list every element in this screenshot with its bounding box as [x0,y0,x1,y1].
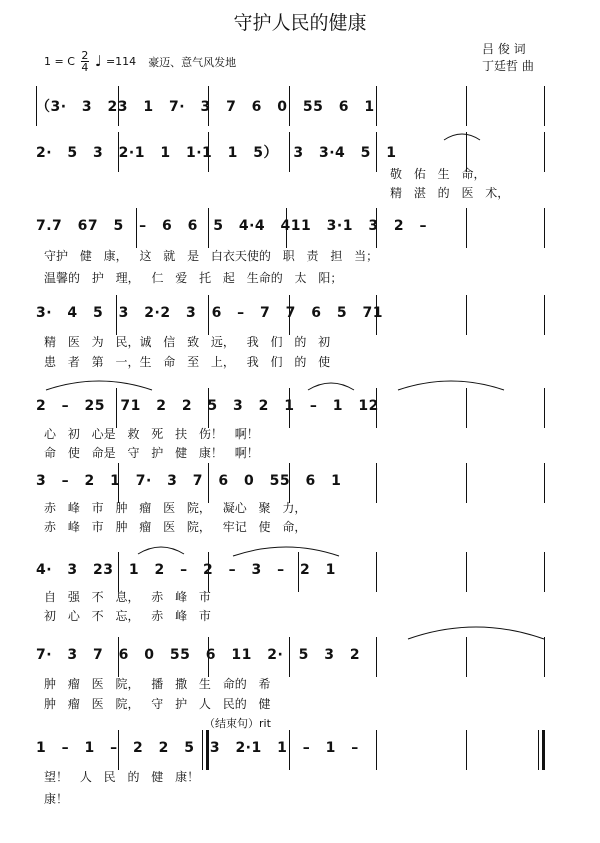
score-system-1 [36,86,560,126]
notation-line: （3· 3 23 1 7· 3 7 6 0 55 6 1 [36,99,375,115]
slur-mark [306,380,356,392]
notation-line: 3· 4 5 3 2·2 3 6 – 7 7 6 5 71 [36,305,384,321]
key-tempo-line [44,50,236,73]
score-system-8 [36,637,560,677]
lyric-verse-2: 精 湛 的 医 术， [390,186,510,200]
quarter-note-icon: ♩ [94,52,102,70]
lyric-verse-1: 赤 峰 市 肿 瘤 医 院， 凝心 聚 力， [44,501,307,515]
lyric-verse-1: 守护 健 康， 这 就 是 白衣天使的 职 责 担 当； [44,249,379,263]
lyric-verse-1: 自 强 不 息， 赤 峰 市 [44,590,211,604]
slur-mark [442,130,482,142]
score-system-9 [36,730,560,770]
slur-mark [44,378,154,392]
lyric-verse-2: 初 心 不 忘， 赤 峰 市 [44,609,211,623]
time-signature: $\frac{2}{4}$ [81,49,89,74]
composer-credit: 丁廷哲 曲 [482,59,534,73]
lyric-verse-1: 敬 佑 生 命， [390,167,486,181]
lyric-verse-2: 命 使 命是 守 护 健 康！ 啊！ [44,446,259,460]
notation-line: 2 – 25 71 2 2 5 3 2 1 – 1 12 [36,398,379,414]
lyric-verse-2: 赤 峰 市 肿 瘤 医 院， 牢记 使 命， [44,520,307,534]
song-title: 守护人民的健康 [233,12,367,34]
lyric-verse-1: 肿 瘤 医 院， 播 撒 生 命的 希 [44,677,271,691]
tempo-mark: =114 [105,55,137,68]
lyric-verse-1: 精 医 为 民，诚 信 致 远， 我 们 的 初 [44,335,331,349]
notation-line: 4· 3 23 1 2 – 2 – 3 – 2 1 [36,562,336,578]
slur-mark [406,623,546,641]
key-signature: 1 = C [44,55,75,68]
lyric-verse-1: 望！ 人 民 的 健 康！ [44,770,200,784]
lyric-verse-2: 康！ [44,792,69,806]
notation-line: 1 – 1 – 2 2 5 3 2·1 1 – 1 – [36,740,359,756]
slur-mark [231,544,341,558]
expression-mark: 豪迈、意气风发地 [148,55,237,69]
lyric-verse-1: 心 初 心是 救 死 扶 伤！ 啊！ [44,427,259,441]
score-system-4 [36,295,560,335]
score-system-3 [36,208,560,248]
lyric-verse-2: 肿 瘤 医 院， 守 护 人 民的 健 [44,697,271,711]
slur-mark [136,544,186,556]
lyricist-credit: 吕 俊 词 [482,42,526,56]
score-system-6 [36,463,560,503]
notation-line: 7.7 67 5 – 6 6 5 4·4 411 3·1 3 2 – [36,218,428,234]
lyric-verse-2: 温馨的 护 理， 仁 爱 托 起 生命的 太 阳； [44,271,343,285]
lyric-verse-2: 患 者 第 一，生 命 至 上， 我 们 的 使 [44,355,331,369]
score-system-7 [36,552,560,592]
ending-annotation: （结束句）rit [204,717,271,730]
slur-mark [396,378,506,392]
notation-line: 2· 5 3 2·1 1 1·1 1 5） 3 3·4 5 1 [36,145,397,161]
notation-line: 3 – 2 1 7· 3 7 6 0 55 6 1 [36,473,342,489]
score-system-5 [36,388,560,428]
notation-line: 7· 3 7 6 0 55 6 11 2· 5 3 2 [36,647,361,663]
